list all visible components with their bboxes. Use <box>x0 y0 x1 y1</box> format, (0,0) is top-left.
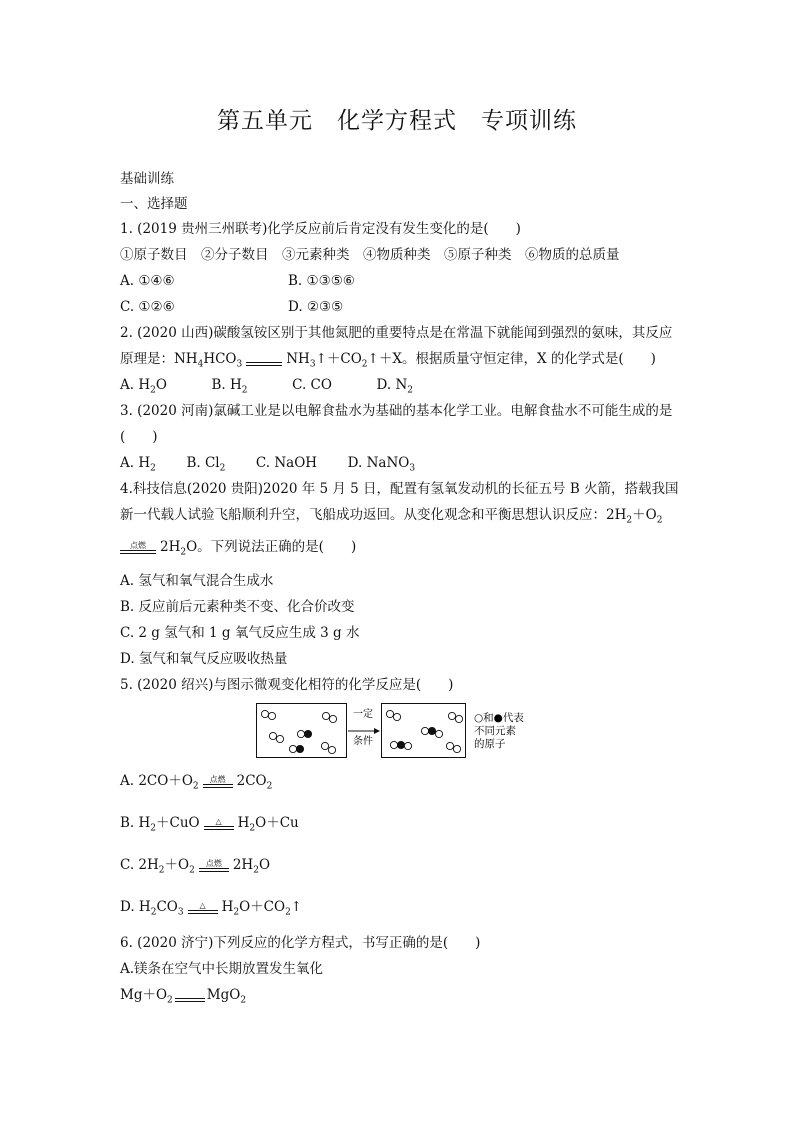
q2-line1: 2. (2020 山西)碳酸氢铵区别于其他氮肥的重要特点是在常温下就能闻到强烈的氨味，其反应 <box>120 325 673 341</box>
white-atom <box>404 742 411 749</box>
q5-option-d: D. $H_2CO_3$ △ $H_2O+CO_2↑$ <box>120 899 303 918</box>
q3-options <box>120 454 415 478</box>
black-atom <box>428 727 435 734</box>
subscript: 3 <box>309 359 316 370</box>
equals-sign <box>175 989 205 1002</box>
subscript: 3 <box>236 359 243 370</box>
q5-option-c: C. $2H_2+O_2$ 点燃 $2H_2O$ <box>120 857 271 876</box>
q2-text: 原理是：NH <box>120 351 198 367</box>
q3-option-c: C. NaOH <box>255 455 318 471</box>
q6-option-a: A.镁条在空气中长期放置发生氧化 <box>120 961 324 977</box>
micro-reaction-diagram <box>256 703 546 759</box>
white-atom <box>435 730 442 737</box>
white-atom <box>328 746 335 753</box>
white-atom <box>386 710 393 717</box>
white-atom <box>455 715 462 722</box>
q2-text: ↑＋CO <box>315 351 362 367</box>
white-atom <box>446 742 453 749</box>
arrow-head <box>374 728 380 734</box>
white-atom <box>421 727 428 734</box>
section-choice: 一、选择题 <box>120 196 188 212</box>
legend-line-2: 不同元素 <box>474 725 516 737</box>
white-atom <box>453 745 460 752</box>
black-atom <box>304 730 311 737</box>
q4-line2: 新一代载人试验飞船顺利升空，飞船成功返回。从变化观念和平衡思想认识反应：$2H_2+O_2$ <box>120 507 663 526</box>
q2-option-b: B. $H_2$ <box>211 377 248 396</box>
q1-option-b: B. ①③⑤⑥ <box>288 273 355 289</box>
white-atom <box>390 741 397 748</box>
black-atom <box>397 741 404 748</box>
legend-line-1: ○和●代表 <box>474 712 524 724</box>
q5-option-a: A. $2CO+O_2$ 点燃 $2CO_2$ <box>120 773 273 792</box>
arrow-label-bottom: 条件 <box>353 736 373 747</box>
reaction-arrow: 点燃 <box>120 541 156 554</box>
white-atom <box>448 712 455 719</box>
white-atom <box>269 732 276 739</box>
q2-options <box>120 376 413 400</box>
q2-line2 <box>120 350 656 374</box>
q1-option-a: A. ①④⑥ <box>120 273 175 289</box>
q3-option-d: D. NaNO$_3$ <box>347 455 416 474</box>
black-atom <box>296 745 303 752</box>
white-atom <box>329 715 336 722</box>
q1-stem: 1. (2019 贵州三州联考)化学反应前后肯定没有发生变化的是( ) <box>120 221 521 237</box>
reaction-arrow: 点燃 <box>203 775 233 788</box>
q2-option-c: C. CO <box>292 377 332 393</box>
q6-option-a-equation: $Mg+O_2$ MgO$_2$ <box>120 987 247 1006</box>
q3-option-b: B. $Cl_2$ <box>186 455 226 474</box>
white-atom <box>297 730 304 737</box>
reaction-arrow: △ <box>204 817 234 830</box>
q3-option-a: A. $H_2$ <box>120 455 156 474</box>
white-atom <box>289 745 296 752</box>
page-title: 第五单元 化学方程式 专项训练 <box>217 108 577 134</box>
subscript: 2 <box>361 359 368 370</box>
q2-text: NH <box>286 351 310 367</box>
reaction-arrow: △ <box>188 901 218 914</box>
q2-option-a: A. $H_2O$ <box>120 377 167 396</box>
white-atom <box>276 735 283 742</box>
reaction-arrow: 点燃 <box>199 859 229 872</box>
q4-line1: 4.科技信息(2020 贵阳)2020 年 5 月 5 日，配置有氢氧发动机的长征五号 B 火箭，搭载我国 <box>120 481 679 497</box>
white-atom <box>268 712 275 719</box>
arrow-label-top: 一定 <box>353 709 373 720</box>
q2-option-d: D. $N_2$ <box>376 377 414 396</box>
q3-line2: ( ) <box>120 429 158 445</box>
q1-items: ①原子数目 ②分子数目 ③元素种类 ④物质种类 ⑤原子种类 ⑥物质的总质量 <box>120 247 620 263</box>
q6-stem: 6. (2020 济宁)下列反应的化学方程式，书写正确的是( ) <box>120 935 481 951</box>
white-atom <box>261 710 268 717</box>
legend-line-3: 的原子 <box>474 738 506 750</box>
white-atom <box>322 712 329 719</box>
subscript: 4 <box>197 359 204 370</box>
q5-option-b: B. $H_2+CuO$ △ $H_2O+Cu$ <box>120 815 299 834</box>
q4-option-a: A. 氢气和氧气混合生成水 <box>120 573 274 589</box>
white-atom <box>393 713 400 720</box>
q2-text: HCO <box>203 351 237 367</box>
section-basic: 基础训练 <box>120 171 174 187</box>
q4-option-d: D. 氢气和氧气反应吸收热量 <box>120 651 288 667</box>
q4-line3: 点燃 $2H_2O$。下列说法正确的是( ) <box>120 538 356 562</box>
white-atom <box>321 742 328 749</box>
q3-line1: 3. (2020 河南)氯碱工业是以电解食盐水为基础的基本化学工业。电解食盐水不可能生成的是 <box>120 403 673 419</box>
q2-text: ↑＋X。根据质量守恒定律，X 的化学式是( ) <box>367 351 656 367</box>
equals-sign <box>246 353 282 366</box>
q1-option-d: D. ②③⑤ <box>288 299 344 315</box>
q4-option-b: B. 反应前后元素种类不变、化合价改变 <box>120 599 355 615</box>
q1-option-c: C. ①②⑥ <box>120 299 175 315</box>
q4-option-c: C. 2 g 氢气和 1 g 氧气反应生成 3 g 水 <box>120 625 360 641</box>
q5-stem: 5. (2020 绍兴)与图示微观变化相符的化学反应是( ) <box>120 677 454 693</box>
